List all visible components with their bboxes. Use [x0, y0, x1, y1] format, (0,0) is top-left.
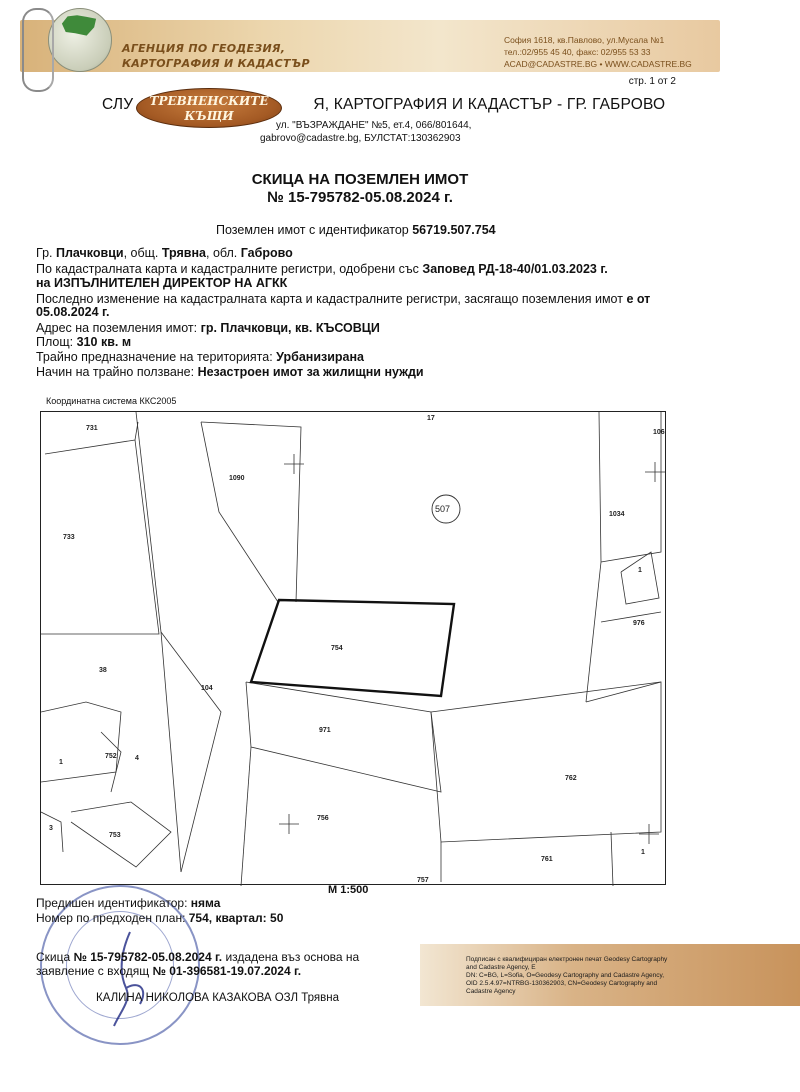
loc-prefix-muni: , общ. — [123, 246, 162, 260]
usage-value: Незастроен имот за жилищни нужди — [197, 365, 424, 379]
page-number: стр. 1 от 2 — [628, 76, 676, 87]
cadastral-map — [40, 411, 666, 885]
request-number: № 01-396581-19.07.2024 г. — [152, 964, 302, 978]
parcel-label: 754 — [331, 645, 343, 652]
usage-line — [36, 365, 424, 379]
property-id-value: 56719.507.754 — [412, 223, 496, 237]
trevnenskite-kashti-badge — [136, 88, 282, 128]
parcel-label: 1 — [59, 759, 63, 766]
office-title-left: СЛУ — [102, 96, 134, 113]
prev-id-value: няма — [190, 896, 221, 910]
esig-line2: and Cadastre Agency, E — [466, 964, 536, 971]
approval-line — [36, 262, 608, 276]
coordinate-system-label: Координатна система ККС2005 — [46, 396, 177, 406]
loc-region: Габрово — [240, 246, 293, 260]
parcel-label: 762 — [565, 775, 577, 782]
purpose-line — [36, 350, 364, 364]
approved-by — [36, 276, 287, 290]
parcel-label: 731 — [86, 425, 98, 432]
esig-line1: Подписан с квалифициран електронен печат Geodesy Cartography — [466, 956, 668, 963]
parcel-label: 757 — [417, 877, 429, 884]
issued-prefix: Скица — [36, 950, 74, 964]
document-title: СКИЦА НА ПОЗЕМЛЕН ИМОТ — [251, 171, 469, 188]
cadastral-map-drawing — [41, 412, 667, 886]
previous-identifier — [36, 896, 220, 910]
parcel-label: 106 — [653, 429, 665, 436]
parcel-label: 753 — [109, 832, 121, 839]
agency-name-line1: АГЕНЦИЯ ПО ГЕОДЕЗИЯ, — [122, 42, 286, 55]
parcel-label: 761 — [541, 856, 553, 863]
paperclip-icon — [22, 8, 54, 92]
address-line — [36, 321, 380, 335]
issued-number: № 15-795782-05.08.2024 г. — [73, 950, 223, 964]
last-change-date-value: 05.08.2024 г. — [36, 305, 110, 319]
parcel-label: 752 — [105, 753, 117, 760]
issued-line — [36, 950, 359, 964]
parcel-labels — [49, 415, 665, 884]
handwritten-signature — [100, 930, 160, 1030]
esig-line3: DN: C=BG, L=Sofia, O=Geodesy Cartography and Cadastre Agency, — [466, 972, 665, 979]
approved-by-text: на ИЗПЪЛНИТЕЛЕН ДИРЕКТОР НА АГКК — [36, 276, 288, 290]
loc-prefix-city: Гр. — [36, 246, 56, 260]
map-scale: М 1:500 — [328, 884, 369, 896]
document-number: № 15-795782-05.08.2024 г. — [267, 189, 453, 206]
prev-id-label: Предишен идентификатор: — [36, 896, 191, 910]
agency-name-line2: КАРТОГРАФИЯ И КАДАСТЪР — [122, 57, 310, 70]
purpose-label: Трайно предназначение на територията: — [36, 350, 277, 364]
approval-order: Заповед РД-18-40/01.03.2023 г. — [422, 262, 608, 276]
parcel-label: 733 — [63, 534, 75, 541]
purpose-value: Урбанизирана — [276, 350, 365, 364]
loc-municipality: Трявна — [161, 246, 206, 260]
property-location — [36, 246, 293, 260]
previous-plan-number — [36, 911, 283, 925]
agency-contact-line1: София 1618, кв.Павлово, ул.Мусала №1 — [504, 35, 665, 45]
badge-line1: ТРЕВНЕНСКИТЕ — [149, 94, 269, 108]
property-identifier — [216, 223, 496, 237]
parcel-label: 1034 — [609, 511, 625, 518]
parcel-label: 1 — [641, 849, 645, 856]
area-label: Площ: — [36, 335, 77, 349]
zone-number: 507 — [435, 504, 451, 514]
prev-plan-value: 754, квартал: 50 — [188, 911, 284, 925]
parcel-label: 1 — [638, 567, 642, 574]
last-change-text: Последно изменение на кадастралната карта и кадастралните регистри, засягащо поземления имот — [36, 292, 627, 306]
parcel-label: 756 — [317, 815, 329, 822]
parcel-label: 17 — [427, 415, 435, 422]
office-title-right: Я, КАРТОГРАФИЯ И КАДАСТЪР - ГР. ГАБРОВО — [313, 96, 666, 113]
address-label: Адрес на поземления имот: — [36, 321, 201, 335]
loc-city: Плачковци — [55, 246, 124, 260]
request-text: заявление с входящ — [36, 964, 153, 978]
signer-name: КАЛИНА НИКОЛОВА КАЗАКОВА ОЗЛ Трявна — [96, 992, 339, 1004]
parcel-label: 38 — [99, 667, 107, 674]
subject-parcel-754 — [251, 600, 454, 696]
office-address-line1: ул. "ВЪЗРАЖДАНЕ" №5, ет.4, 066/801644, — [276, 120, 472, 131]
parcel-boundaries — [41, 412, 661, 886]
parcel-label: 971 — [319, 727, 331, 734]
parcel-label: 4 — [135, 755, 139, 762]
property-id-label: Поземлен имот с идентификатор — [216, 223, 413, 237]
last-change-date — [36, 305, 109, 319]
office-address-line2: gabrovo@cadastre.bg, БУЛСТАТ:130362903 — [260, 133, 461, 144]
agency-contact-line2: тел.:02/955 45 40, факс: 02/955 53 33 — [504, 47, 651, 57]
address-value: гр. Плачковци, кв. КЪСОВЦИ — [200, 321, 380, 335]
last-change-line — [36, 292, 650, 306]
badge-line2: КЪЩИ — [184, 109, 234, 123]
parcel-label: 104 — [201, 685, 213, 692]
prev-plan-label: Номер по предходен план: — [36, 911, 189, 925]
request-line — [36, 964, 301, 978]
last-change-tail: е от — [626, 292, 651, 306]
loc-prefix-region: , обл. — [206, 246, 241, 260]
esig-line5: Cadastre Agency — [466, 988, 516, 995]
approval-text: По кадастралната карта и кадастралните регистри, одобрени със — [36, 262, 423, 276]
parcel-label: 1090 — [229, 475, 245, 482]
usage-label: Начин на трайно ползване: — [36, 365, 198, 379]
issued-text: издадена въз основа на — [222, 950, 360, 964]
area-line — [36, 335, 131, 349]
esig-line4: OID 2.5.4.97=NTRBG-130362903, CN=Geodesy Cartography and — [466, 980, 658, 987]
parcel-label: 976 — [633, 620, 645, 627]
parcel-label: 3 — [49, 825, 53, 832]
area-value: 310 кв. м — [76, 335, 132, 349]
agency-contact-line3: ACAD@CADASTRE.BG • WWW.CADASTRE.BG — [504, 59, 692, 69]
